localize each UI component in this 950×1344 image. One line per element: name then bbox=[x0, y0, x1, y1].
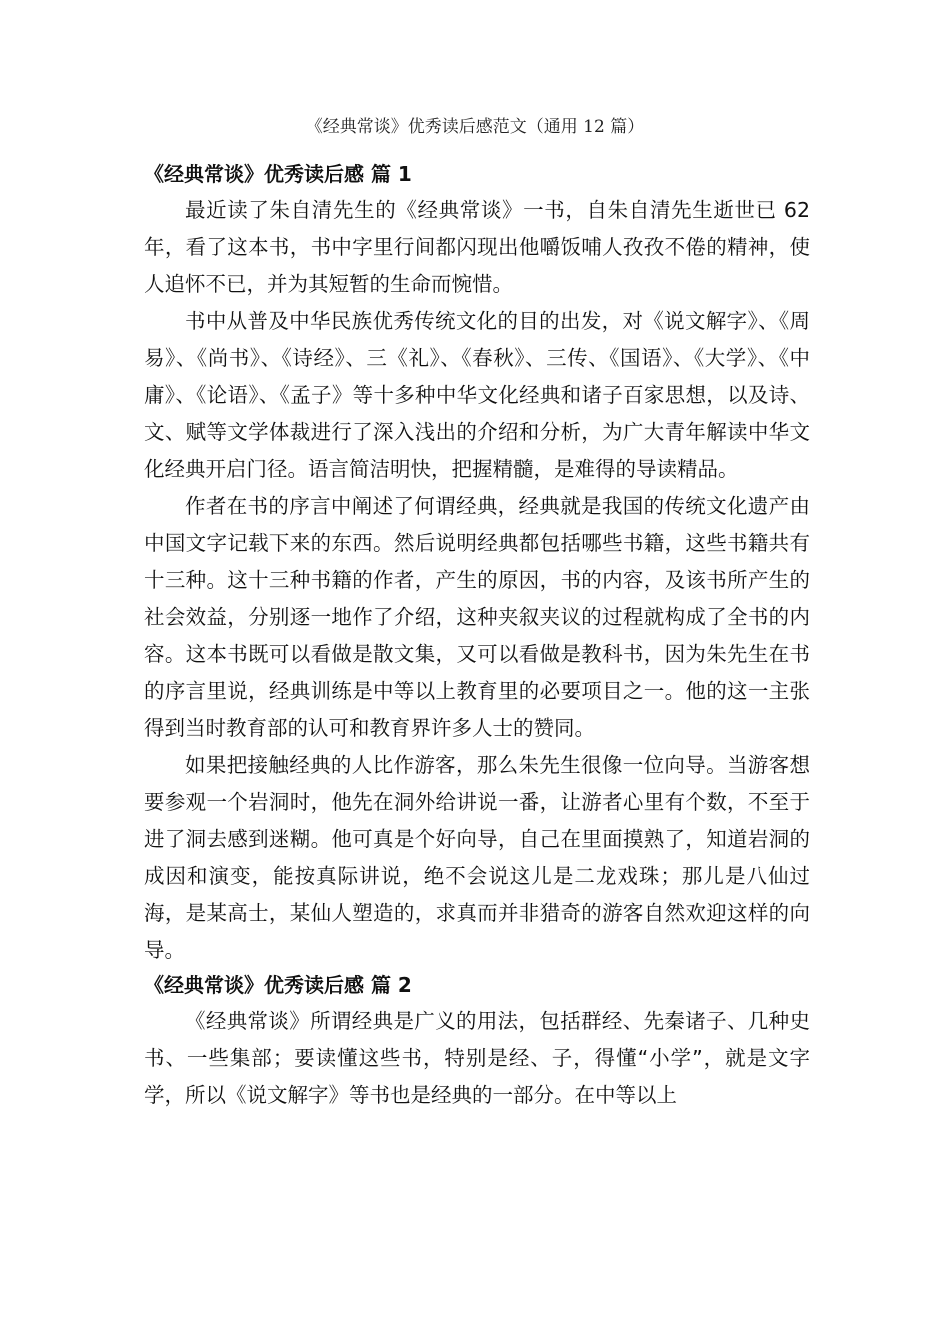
paragraph: 如果把接触经典的人比作游客，那么朱先生很像一位向导。当游客想要参观一个岩洞时，他先在洞外给讲说一番，让游者心里有个数，不至于进了洞去感到迷糊。他可真是个好向导，自己在里面摸熟了，知道岩洞的成因和演变，能按真际讲说，绝不会说这儿是二龙戏珠；那儿是八仙过海，是某高士，某仙人塑造的，求真而并非猎奇的游客自然欢迎这样的向导。 bbox=[144, 753, 810, 962]
paragraph: 书中从普及中华民族优秀传统文化的目的出发，对《说文解字》、《周易》、《尚书》、《诗经》、三《礼》、《春秋》、三传、《国语》、《大学》、《中庸》、《论语》、《孟子》等十多种中华文化经典和诸子百家思想，以及诗、文、赋等文学体裁进行了深入浅出的介绍和分析，为广大青年解读中华文化经典开启门径。语言简洁明快，把握精髓，是难得的导读精品。 bbox=[144, 309, 810, 481]
section-1 bbox=[144, 160, 810, 969]
paragraph: 《经典常谈》所谓经典是广义的用法，包括群经、先秦诸子、几种史书、一些集部；要读懂这些书，特别是经、子，得懂“小学”，就是文字学，所以《说文解字》等书也是经典的一部分。在中等以上 bbox=[144, 1009, 810, 1107]
document-title: 《经典常谈》优秀读后感范文（通用 12 篇） bbox=[305, 117, 645, 137]
section-heading: 《经典常谈》优秀读后感 篇 1 bbox=[144, 162, 412, 186]
section-2 bbox=[144, 971, 810, 1114]
paragraph: 最近读了朱自清先生的《经典常谈》一书，自朱自清先生逝世已 62 年，看了这本书，书中字里行间都闪现出他嚼饭哺人孜孜不倦的精神，使人追怀不已，并为其短暂的生命而惋惜。 bbox=[144, 198, 810, 296]
document-body bbox=[144, 160, 810, 1114]
section-heading: 《经典常谈》优秀读后感 篇 2 bbox=[144, 973, 412, 997]
paragraph: 作者在书的序言中阐述了何谓经典，经典就是我国的传统文化遗产由中国文字记载下来的东西。然后说明经典都包括哪些书籍，这些书籍共有十三种。这十三种书籍的作者，产生的原因，书的内容，及该书所产生的社会效益，分别逐一地作了介绍，这种夹叙夹议的过程就构成了全书的内容。这本书既可以看做是散文集，又可以看做是教科书，因为朱先生在书的序言里说，经典训练是中等以上教育里的必要项目之一。他的这一主张得到当时教育部的认可和教育界许多人士的赞同。 bbox=[144, 494, 810, 740]
